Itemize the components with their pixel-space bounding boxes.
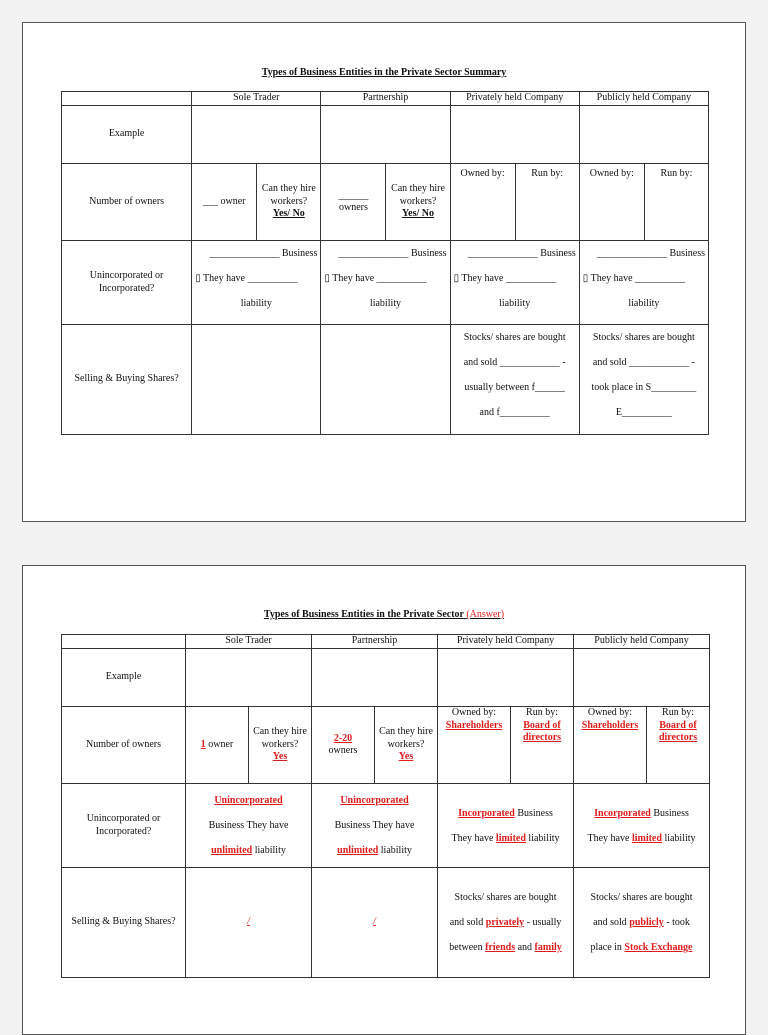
business-blank: ______________ Business (209, 248, 318, 259)
shareholders-answer: Shareholders (445, 719, 503, 731)
private-incorporation-answer (438, 784, 574, 868)
shares-line: Stocks/ shares are bought (463, 332, 566, 343)
publicly-answer: publicly (629, 917, 664, 928)
cell-empty (579, 106, 708, 164)
owned-by-label: Owned by: (451, 707, 497, 718)
they-have-blank (583, 266, 705, 291)
and-text: and (517, 942, 533, 953)
they-have-blank (324, 266, 446, 291)
cell-empty (574, 649, 710, 707)
yes-answer: Yes (272, 751, 288, 763)
unlimited-answer: unlimited (337, 845, 379, 856)
run-by-label: Run by: (644, 164, 708, 241)
business-text: Business (517, 807, 553, 819)
header-partnership: Partnership (312, 635, 438, 649)
header-row (62, 92, 709, 106)
liability-text: liability (499, 298, 531, 309)
incorporation-blank (321, 241, 450, 325)
shares-line (441, 910, 570, 935)
slash-answer: / (247, 916, 250, 928)
yes-no: Yes/ No (402, 208, 434, 220)
and-sold-text: and sold (593, 917, 627, 928)
family-answer: family (534, 942, 562, 953)
header-private-company: Privately held Company (450, 92, 579, 106)
private-shares-text (450, 325, 579, 435)
liability-line (189, 838, 308, 863)
took-text: - took (666, 917, 690, 928)
hire-question-text: Can they hire workers? (379, 726, 433, 750)
liability-text: liability (254, 845, 286, 856)
friends-answer: friends (485, 942, 516, 953)
owned-by-answer (574, 707, 647, 784)
row-label-owners: Number of owners (62, 707, 186, 784)
sole-owner-answer (186, 707, 249, 784)
liability-text: liability (369, 298, 402, 309)
sole-incorporation-answer (186, 784, 312, 868)
run-by-answer (511, 707, 574, 784)
place-in-text: place in (590, 942, 622, 953)
limited-answer: limited (495, 832, 526, 844)
run-by-label: Run by: (662, 707, 694, 718)
checkbox-icon: ▯ (324, 273, 330, 284)
shares-line: usually between f______ (464, 382, 565, 393)
public-shares-text (579, 325, 708, 435)
cell-empty (192, 325, 321, 435)
owned-by-answer (438, 707, 511, 784)
row-label-shares: Selling & Buying Shares? (62, 325, 192, 435)
incorporated-line (441, 801, 570, 826)
checkbox-icon: ▯ (195, 273, 201, 284)
public-shares-answer (574, 868, 710, 978)
shareholders-answer: Shareholders (581, 719, 639, 731)
run-by-label: Run by: (526, 707, 558, 718)
shares-line: Stocks/ shares are bought (454, 892, 557, 903)
stock-exchange-answer: Stock Exchange (624, 942, 693, 953)
liability-line (315, 838, 434, 863)
answer-page (22, 565, 746, 1035)
usually-text: - usually (526, 917, 562, 928)
partner-shares-answer (312, 868, 438, 978)
partner-incorporation-answer (312, 784, 438, 868)
hire-question-text: Can they hire workers? (253, 726, 307, 750)
partner-owners: owners (338, 202, 368, 213)
liability-text: liability (240, 298, 272, 309)
liability-text: liability (528, 832, 560, 844)
unincorporated-answer: Unincorporated (340, 795, 409, 806)
hire-question (386, 164, 450, 241)
business-they-have: Business They have (208, 820, 289, 831)
summary-table (61, 91, 709, 435)
yes-no: Yes/ No (272, 208, 305, 220)
owner-word: owner (208, 738, 234, 750)
header-private-company: Privately held Company (438, 635, 574, 649)
liability-text: liability (628, 298, 660, 309)
slash-answer: / (373, 916, 376, 928)
partner-owner-answer (312, 707, 375, 784)
header-row (62, 635, 710, 649)
liability-text: liability (380, 845, 412, 856)
owned-by-label: Owned by: (579, 164, 644, 241)
hire-question (375, 707, 438, 784)
worksheet-page (22, 22, 746, 522)
header-sole-trader: Sole Trader (186, 635, 312, 649)
cell-empty (450, 106, 579, 164)
header-public-company: Publicly held Company (579, 92, 708, 106)
they-have-text: They have __________ (590, 273, 686, 284)
liability-line (441, 826, 570, 851)
shares-line: and f__________ (479, 407, 550, 418)
business-they-have: Business They have (334, 820, 415, 831)
example-row (62, 649, 710, 707)
incorporated-answer: Incorporated (594, 807, 651, 819)
sole-owner-count: 1 (200, 738, 206, 750)
hire-question-text: Can they hire workers? (391, 183, 445, 207)
cell-empty (186, 649, 312, 707)
shares-line: E__________ (615, 407, 672, 418)
they-have-blank (195, 266, 317, 291)
incorporated-row (62, 241, 709, 325)
owners-row (62, 707, 710, 784)
cell-empty (312, 649, 438, 707)
row-label-owners: Number of owners (62, 164, 192, 241)
incorporated-line (577, 801, 706, 826)
incorporation-blank (450, 241, 579, 325)
header-sole-trader: Sole Trader (192, 92, 321, 106)
shares-row (62, 325, 709, 435)
shares-line: and sold ____________ - (592, 357, 695, 368)
row-label-incorporated: Unincorporated or Incorporated? (62, 241, 192, 325)
privately-answer: privately (485, 917, 525, 928)
shares-line: and sold ____________ - (463, 357, 566, 368)
run-by-answer (647, 707, 710, 784)
shares-row (62, 868, 710, 978)
incorporation-blank (579, 241, 708, 325)
incorporated-row (62, 784, 710, 868)
example-row (62, 106, 709, 164)
they-have-text: They have __________ (461, 273, 556, 284)
they-have-text: They have __________ (332, 273, 427, 284)
liability-line (577, 826, 706, 851)
incorporation-blank (192, 241, 321, 325)
they-have-blank (454, 266, 576, 291)
header-partnership: Partnership (321, 92, 450, 106)
hire-question (257, 164, 321, 241)
owners-word: owners (328, 745, 358, 756)
owned-by-label: Owned by: (450, 164, 515, 241)
page-title (23, 609, 745, 620)
partner-blank: ______ (338, 189, 369, 201)
and-sold-text: and sold (449, 917, 484, 928)
checkbox-icon: ▯ (582, 273, 589, 284)
shares-line (577, 910, 706, 935)
cell-empty (321, 106, 450, 164)
shares-line: Stocks/ shares are bought (590, 892, 693, 903)
business-text: Business (653, 807, 689, 819)
business-blank: ______________ Business (338, 248, 447, 259)
row-label-incorporated: Unincorporated or Incorporated? (62, 784, 186, 868)
answer-table (61, 634, 710, 978)
incorporated-answer: Incorporated (458, 807, 515, 819)
row-label-shares: Selling & Buying Shares? (62, 868, 186, 978)
owners-row (62, 164, 709, 241)
row-label-example: Example (62, 106, 192, 164)
hire-question-text: Can they hire workers? (261, 183, 316, 207)
run-by-label: Run by: (515, 164, 579, 241)
liability-text: liability (664, 832, 696, 844)
sole-shares-answer (186, 868, 312, 978)
between-text: between (449, 942, 483, 953)
header-public-company: Publicly held Company (574, 635, 710, 649)
they-have-text: They have (451, 832, 494, 844)
sole-owner-blank: ___ owner (192, 164, 257, 241)
cell-empty (192, 106, 321, 164)
business-blank: ______________ Business (467, 248, 576, 259)
public-incorporation-answer (574, 784, 710, 868)
partner-count: 2-20 (333, 732, 353, 744)
row-label-example: Example (62, 649, 186, 707)
shares-line (577, 935, 706, 960)
owned-by-label: Owned by: (587, 707, 633, 718)
they-have-text: They have __________ (203, 273, 298, 284)
shares-line (441, 935, 570, 960)
unlimited-answer: unlimited (211, 845, 253, 856)
unincorporated-answer: Unincorporated (214, 795, 283, 806)
title-answer-tag: (Answer) (466, 609, 505, 620)
cell-empty (438, 649, 574, 707)
board-answer: Board of directors (522, 719, 562, 743)
hire-question (249, 707, 312, 784)
board-answer: Board of directors (658, 719, 698, 743)
they-have-text: They have (587, 832, 630, 844)
title-text: Types of Business Entities in the Private Sector (263, 609, 464, 620)
cell-empty (321, 325, 450, 435)
partner-owner-blank (321, 164, 386, 241)
checkbox-icon: ▯ (453, 273, 460, 284)
shares-line: took place in S_________ (591, 382, 697, 393)
shares-line: Stocks/ shares are bought (592, 332, 695, 343)
limited-answer: limited (631, 832, 662, 844)
yes-answer: Yes (398, 751, 414, 763)
page-title: Types of Business Entities in the Private Sector Summary (261, 67, 507, 78)
business-blank: ______________ Business (596, 248, 705, 259)
private-shares-answer (438, 868, 574, 978)
